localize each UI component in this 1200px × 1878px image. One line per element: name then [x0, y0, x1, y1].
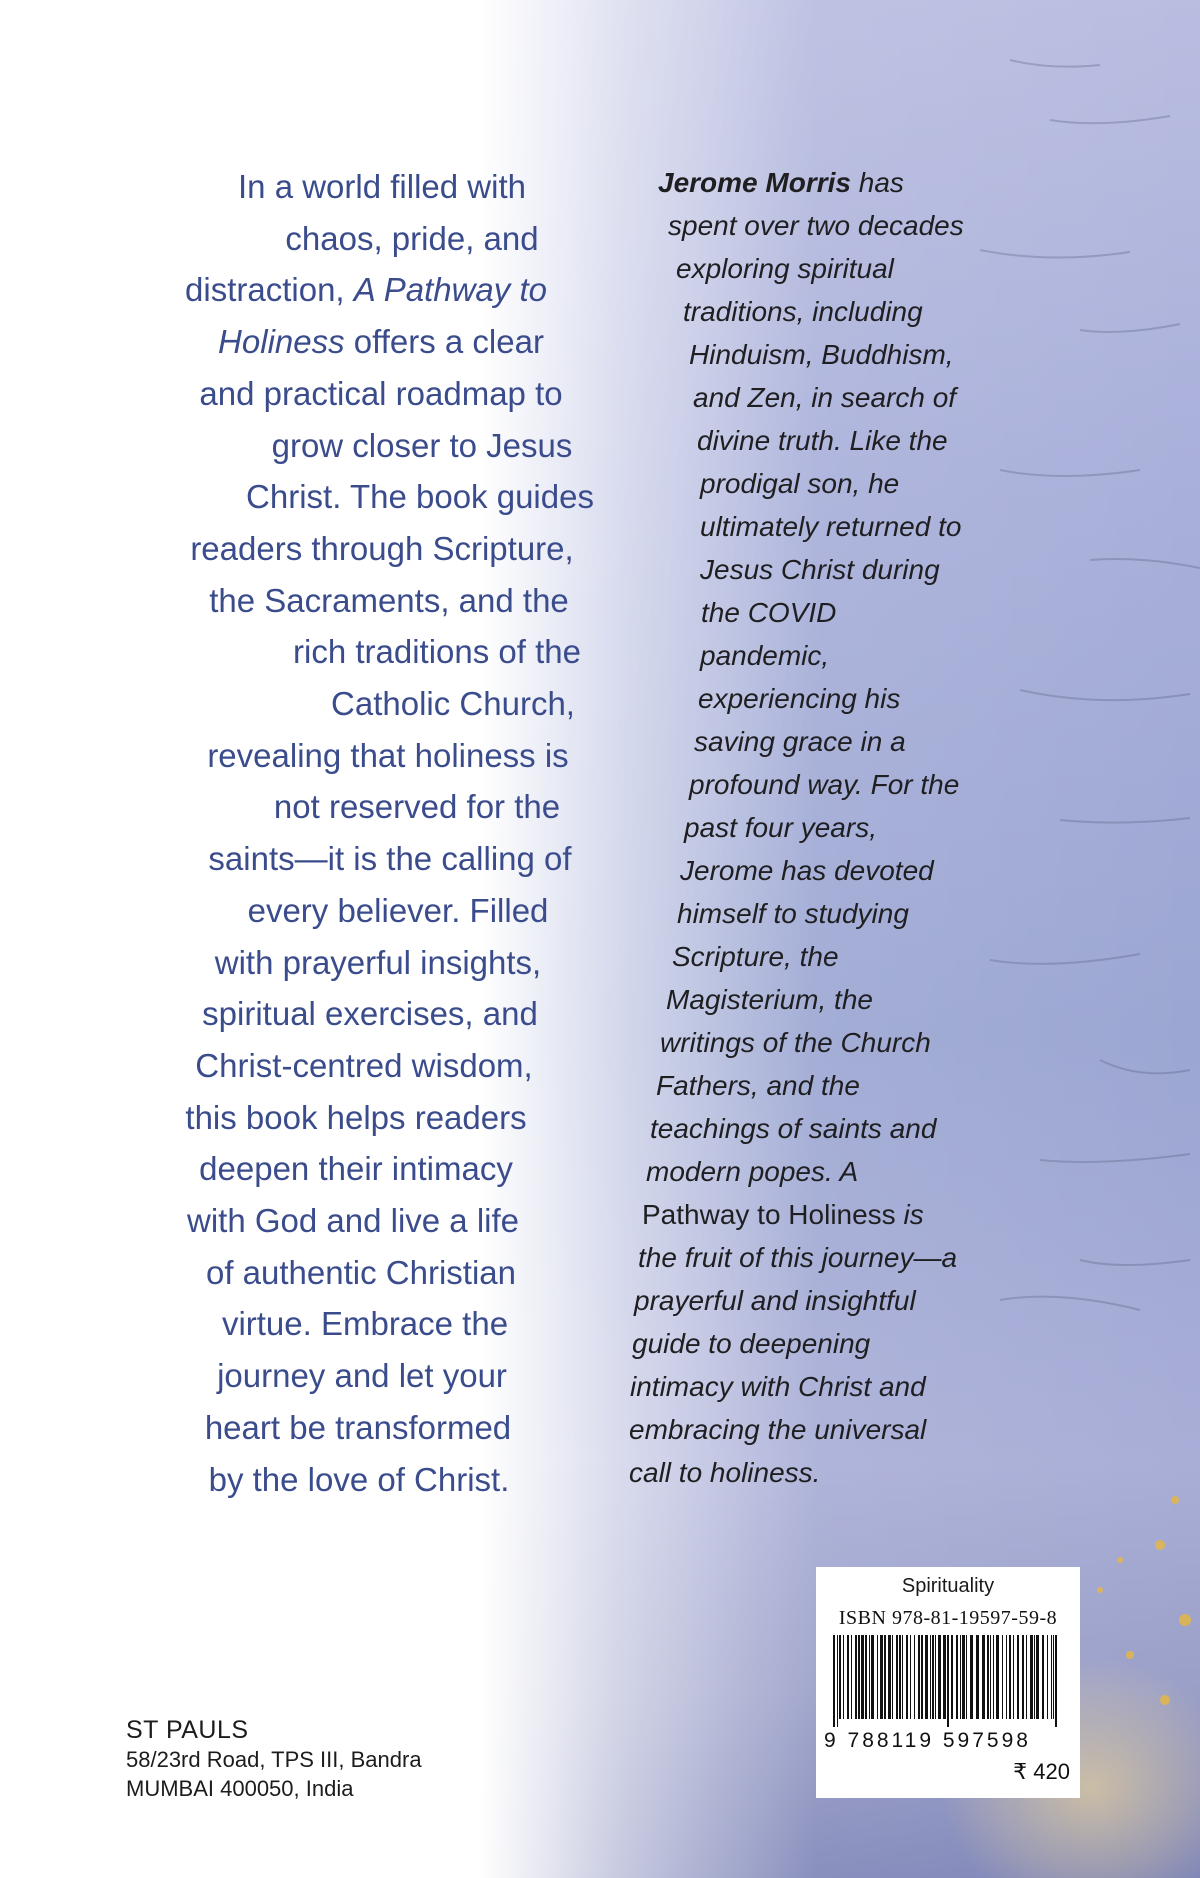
bio-line: experiencing his — [698, 683, 901, 714]
barcode-bar — [951, 1635, 953, 1719]
barcode-bar — [847, 1635, 849, 1719]
barcode-bar — [880, 1635, 883, 1719]
barcode-bar — [976, 1635, 979, 1719]
bio-line: teachings of saints and — [650, 1113, 937, 1144]
barcode-bar — [918, 1635, 920, 1719]
blurb-line: journey and let your — [217, 1357, 507, 1395]
barcode-bar — [947, 1635, 949, 1727]
barcode-bar — [837, 1635, 838, 1727]
barcode-bar — [884, 1635, 886, 1719]
barcode-bar — [962, 1635, 965, 1719]
blurb-line: deepen their intimacy — [199, 1150, 513, 1188]
barcode-bar — [1017, 1635, 1019, 1719]
bio-line: modern popes. A — [646, 1156, 859, 1187]
bio-line-part: Pathway to Holiness — [642, 1199, 896, 1230]
barcode-bar — [1051, 1635, 1052, 1719]
isbn-label: ISBN 978-81-19597-59-8 — [838, 1607, 1058, 1629]
barcode-bar — [935, 1635, 936, 1719]
bio-line: divine truth. Like the — [697, 425, 948, 456]
barcode-bar — [1047, 1635, 1048, 1719]
barcode-bar — [1022, 1635, 1024, 1719]
blurb-line: saints—it is the calling of — [208, 840, 572, 878]
barcode-bar — [877, 1635, 878, 1719]
blurb-line: In a world filled with — [238, 168, 526, 205]
bio-line: intimacy with Christ and — [630, 1371, 926, 1402]
barcode-bar — [910, 1635, 911, 1719]
publisher-address-line1: 58/23rd Road, TPS III, Bandra — [126, 1747, 422, 1772]
barcode-bar — [1009, 1635, 1011, 1719]
blurb-line: grow closer to Jesus — [271, 426, 573, 464]
blurb-line-part: A Pathway to — [353, 271, 547, 309]
barcode-bar — [914, 1635, 915, 1719]
blurb-line: virtue. Embrace the — [221, 1305, 509, 1343]
barcode-bar — [1013, 1635, 1014, 1719]
barcode-bar — [851, 1635, 852, 1719]
bio-line: profound way. For the — [689, 769, 960, 800]
bio-line: Jesus Christ during — [700, 554, 940, 585]
barcode-bar — [990, 1635, 991, 1719]
barcode-bar — [839, 1635, 841, 1719]
barcode-bar — [906, 1635, 908, 1719]
barcode-bar — [970, 1635, 973, 1719]
category-label: Spirituality — [901, 1575, 995, 1597]
blurb-line-part: distraction, — [185, 271, 354, 309]
barcode-panel — [816, 1567, 1080, 1798]
barcode-bar — [855, 1635, 857, 1719]
bio-line: the COVID — [701, 597, 837, 628]
bio-line: spent over two decades — [668, 210, 964, 241]
barcode-bar — [938, 1635, 941, 1719]
barcode-bar — [1053, 1635, 1054, 1719]
bio-line: prayerful and insightful — [634, 1285, 916, 1316]
price-label: ₹ 420 — [1013, 1759, 1070, 1784]
barcode-bar — [1042, 1635, 1044, 1719]
bio-line: traditions, including — [683, 296, 923, 327]
barcode-bar — [902, 1635, 903, 1719]
blurb-line-part: offers a clear — [344, 323, 544, 361]
barcode-bar — [1006, 1635, 1007, 1719]
barcode-bar — [861, 1635, 864, 1719]
bio-line-part: Jerome Morris — [658, 167, 851, 198]
blurb-line: not reserved for the — [273, 788, 561, 826]
blurb-line: this book helps readers — [185, 1098, 527, 1136]
blurb-line: heart be transformed — [204, 1408, 512, 1446]
bio-line: guide to deepening — [632, 1328, 871, 1359]
bio-line: and Zen, in search of — [693, 382, 957, 413]
bio-line-part: has — [850, 167, 904, 198]
barcode-bar — [956, 1635, 958, 1719]
publisher-name: ST PAULS — [126, 1716, 249, 1744]
blurb-line: rich traditions of the — [293, 633, 581, 671]
barcode-bar — [1055, 1635, 1057, 1727]
bio-line — [658, 167, 904, 199]
barcode-bar — [871, 1635, 874, 1719]
barcode-bar — [982, 1635, 985, 1719]
blurb-line: and practical roadmap to — [199, 374, 563, 412]
barcode-digits: 9 788119 597598 — [824, 1729, 1031, 1752]
bio-line: Hinduism, Buddhism, — [689, 339, 954, 370]
barcode-bar — [1030, 1635, 1033, 1719]
blurb-line-part: Holiness — [218, 323, 345, 361]
bio-line: himself to studying — [677, 898, 909, 929]
barcode-bar — [1034, 1635, 1035, 1719]
barcode-bar — [1026, 1635, 1027, 1719]
bio-line: ultimately returned to — [700, 511, 962, 542]
barcode-bar — [987, 1635, 989, 1719]
barcode-bar — [996, 1635, 999, 1719]
blurb-line: Catholic Church, — [331, 685, 575, 722]
bio-line-part: is — [895, 1199, 924, 1230]
bio-line: pandemic, — [700, 640, 830, 671]
blurb-line: Christ. The book guides — [246, 478, 594, 516]
barcode-icon — [833, 1635, 1063, 1727]
bio-line: exploring spiritual — [676, 253, 894, 284]
blurb-line: of authentic Christian — [205, 1253, 517, 1291]
bio-line: Jerome has devoted — [680, 855, 934, 886]
barcode-bar — [966, 1635, 967, 1719]
blurb-line — [218, 323, 544, 361]
blurb-line: Christ-centred wisdom, — [195, 1046, 533, 1084]
publisher-address-line2: MUMBAI 400050, India — [126, 1776, 354, 1801]
barcode-bar — [833, 1635, 835, 1727]
blurb-line — [185, 271, 547, 309]
bio-line: call to holiness. — [629, 1457, 821, 1488]
blurb-line: with prayerful insights, — [214, 943, 542, 981]
barcode-bar — [1036, 1635, 1039, 1719]
barcode-bar — [899, 1635, 901, 1719]
barcode-bar — [869, 1635, 870, 1719]
barcode-bar — [925, 1635, 928, 1719]
barcode-bar — [932, 1635, 934, 1719]
barcode-bar — [930, 1635, 931, 1719]
barcode-bar — [865, 1635, 867, 1719]
barcode-bar — [993, 1635, 994, 1719]
bio-line: the fruit of this journey—a — [638, 1242, 958, 1273]
barcode-bar — [896, 1635, 898, 1719]
blurb-line: by the love of Christ. — [208, 1460, 510, 1498]
blurb-line: with God and live a life — [186, 1202, 520, 1239]
barcode-bar — [888, 1635, 891, 1719]
blurb-line: revealing that holiness is — [207, 736, 569, 774]
blurb-line: chaos, pride, and — [285, 219, 539, 257]
bio-line: Scripture, the — [672, 941, 839, 972]
barcode-bar — [943, 1635, 946, 1719]
barcode-bar — [921, 1635, 923, 1719]
blurb-line: every believer. Filled — [247, 891, 549, 929]
bio-line: writings of the Church — [660, 1027, 931, 1058]
blurb-line: the Sacraments, and the — [209, 581, 569, 619]
barcode-bar — [1002, 1635, 1003, 1719]
barcode-bar — [960, 1635, 961, 1719]
barcode-bar — [892, 1635, 893, 1719]
bio-line — [642, 1199, 924, 1231]
barcode-bar — [858, 1635, 860, 1719]
bio-line: Fathers, and the — [656, 1070, 860, 1101]
publisher-info — [126, 1715, 422, 1803]
blurb-line: spiritual exercises, and — [202, 995, 538, 1033]
bio-line: embracing the universal — [629, 1414, 927, 1445]
bio-line: prodigal son, he — [700, 468, 900, 499]
bio-line: saving grace in a — [694, 726, 906, 757]
bio-line: Magisterium, the — [666, 984, 873, 1015]
barcode-bar — [843, 1635, 844, 1719]
bio-line: past four years, — [684, 812, 877, 843]
blurb-line: readers through Scripture, — [190, 529, 574, 567]
